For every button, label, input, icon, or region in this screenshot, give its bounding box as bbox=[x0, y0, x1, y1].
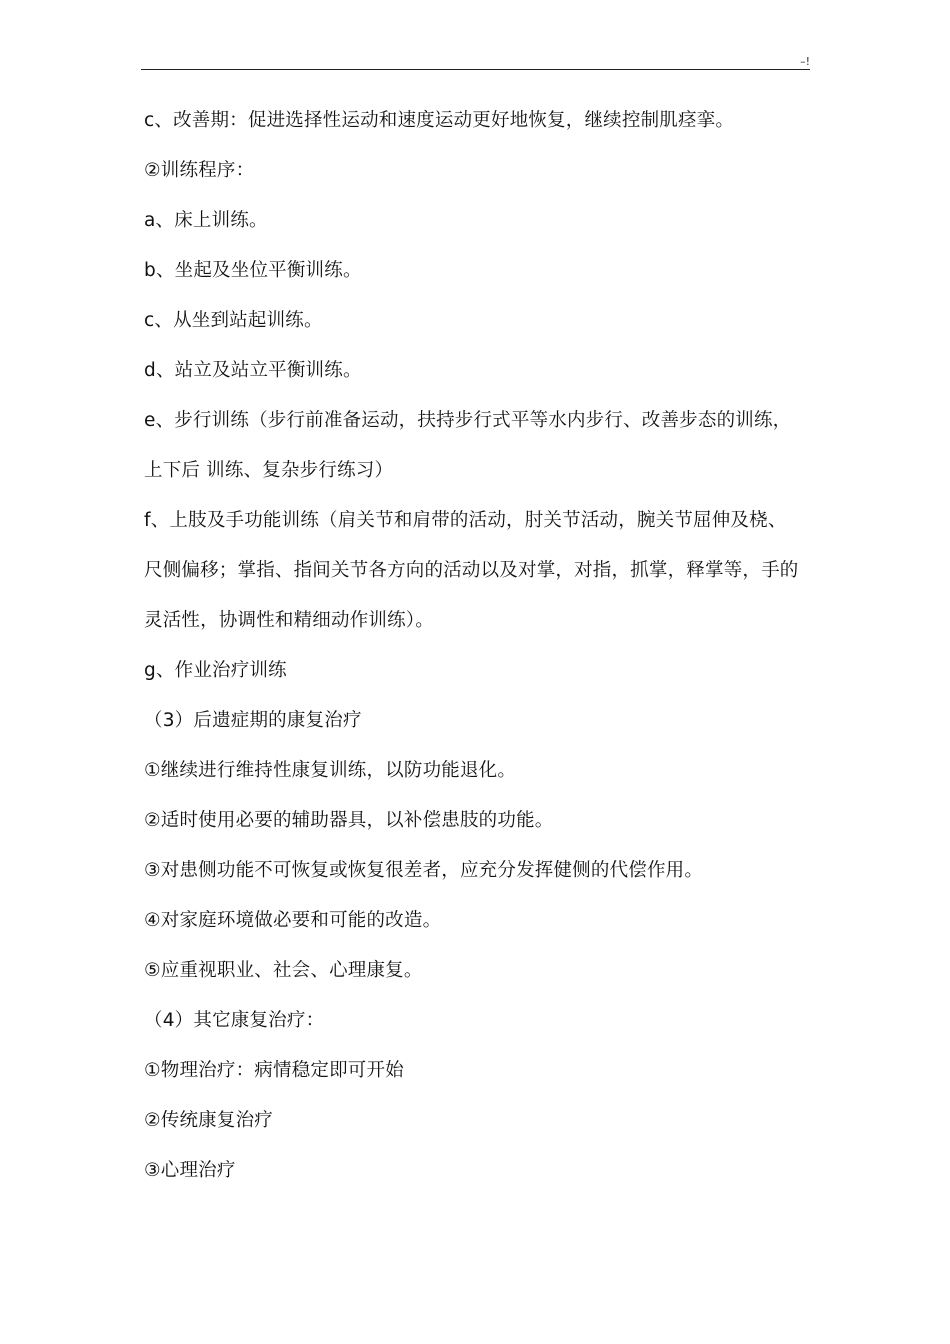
text-line: （3）后遗症期的康复治疗 bbox=[144, 710, 362, 731]
text-line: ②传统康复治疗 bbox=[144, 1110, 273, 1131]
text-line: ②训练程序： bbox=[144, 160, 255, 181]
text-line: 灵活性，协调性和精细动作训练）。 bbox=[144, 610, 434, 631]
text-line: g、作业治疗训练 bbox=[144, 660, 287, 681]
text-line: ②适时使用必要的辅助器具，以补偿患肢的功能。 bbox=[144, 810, 554, 831]
document-body bbox=[144, 96, 824, 1196]
text-line: e、步行训练（步行前准备运动，扶持步行式平等水内步行、改善步态的训练， bbox=[144, 410, 792, 431]
header-mark: –! bbox=[800, 55, 810, 68]
text-line: 上下后 训练、复杂步行练习） bbox=[144, 460, 394, 481]
text-line: （4）其它康复治疗： bbox=[144, 1010, 325, 1031]
text-line: ③对患侧功能不可恢复或恢复很差者，应充分发挥健侧的代偿作用。 bbox=[144, 860, 704, 881]
text-line: ③心理治疗 bbox=[144, 1160, 236, 1181]
text-line: f、上肢及手功能训练（肩关节和肩带的活动，肘关节活动，腕关节屈伸及桡、 bbox=[144, 510, 787, 531]
text-line: ①继续进行维持性康复训练，以防功能退化。 bbox=[144, 760, 517, 781]
text-line: c、改善期：促进选择性运动和速度运动更好地恢复，继续控制肌痉挛。 bbox=[144, 110, 735, 131]
text-line: ⑤应重视职业、社会、心理康复。 bbox=[144, 960, 423, 981]
header-rule bbox=[141, 69, 810, 70]
text-line: ④对家庭环境做必要和可能的改造。 bbox=[144, 910, 442, 931]
text-line: 尺侧偏移；掌指、指间关节各方向的活动以及对掌，对指，抓掌，释掌等，手的 bbox=[144, 560, 799, 581]
text-line: a、床上训练。 bbox=[144, 210, 268, 231]
text-line: b、坐起及坐位平衡训练。 bbox=[144, 260, 362, 281]
text-line: c、从坐到站起训练。 bbox=[144, 310, 323, 331]
text-line: d、站立及站立平衡训练。 bbox=[144, 360, 362, 381]
text-line: ①物理治疗：病情稳定即可开始 bbox=[144, 1060, 404, 1081]
